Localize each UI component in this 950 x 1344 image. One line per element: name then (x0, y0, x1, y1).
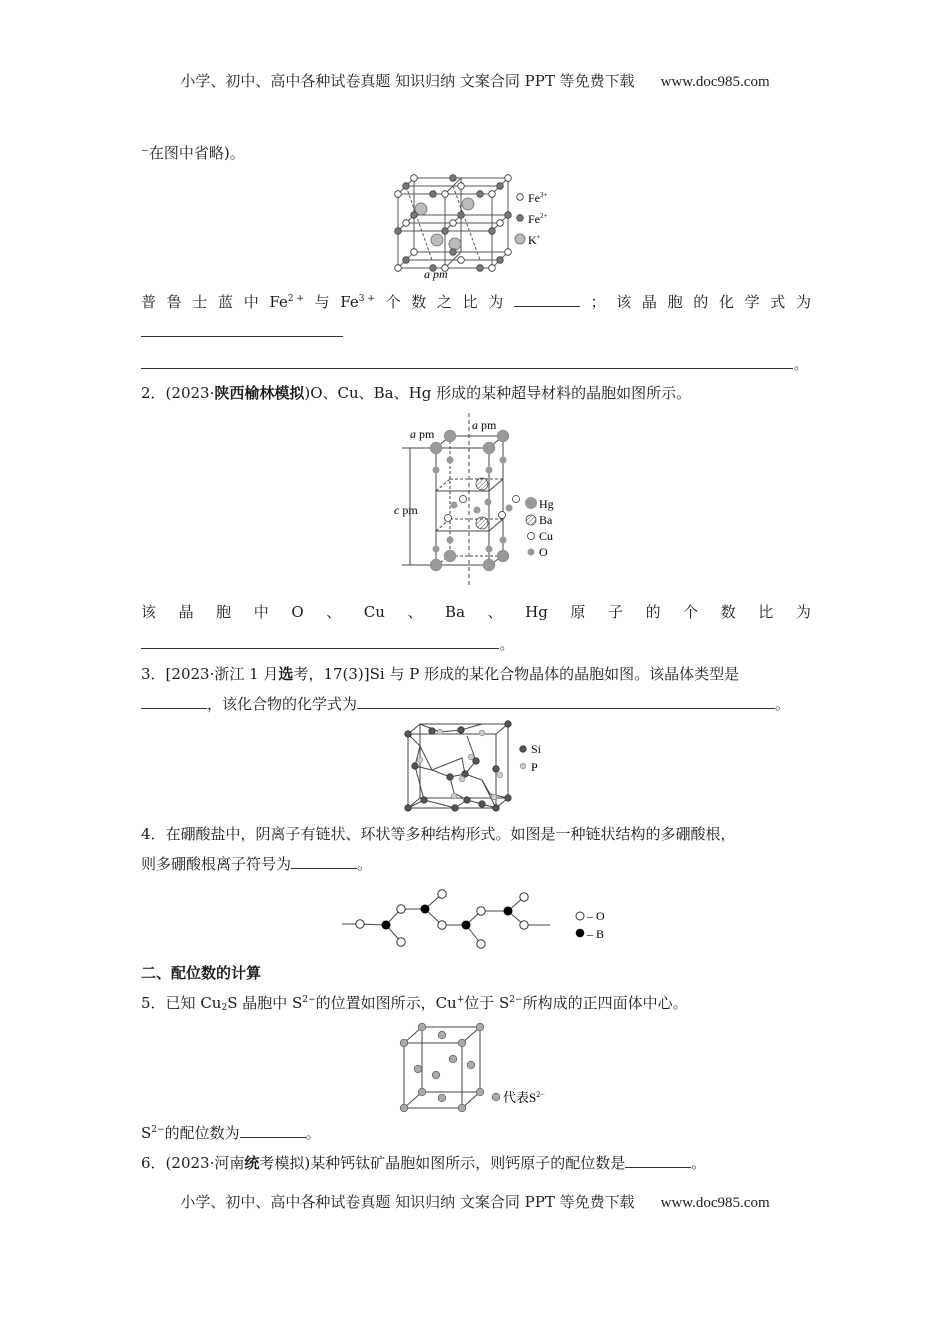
q5-coordination-blank[interactable] (240, 1123, 306, 1138)
q6-coordination-blank[interactable] (625, 1153, 691, 1168)
q2-answer-blank[interactable] (141, 648, 499, 649)
q5-answer-line: $S^{2-}$的配位数为 。 (141, 1124, 321, 1142)
cu2s-figure (398, 1022, 568, 1112)
q6-stem: 6．(2023·河南统考模拟)某种钙钛矿晶胞如图所示，则钙原子的配位数是 。 (141, 1154, 707, 1172)
footer-text: 小学、初中、高中各种试卷真题 知识归纳 文案合同 PPT 等免费下载 (180, 1193, 635, 1211)
q5-stem: 5．已知 $Cu_2S$ 晶胞中 $S^{2-}$的位置如图所示，Cu+位于 $S^{2-}$所构成的正四面体中心。 (141, 994, 688, 1013)
legend-o: O (539, 545, 548, 559)
intro-continuation: ⁻在图中省略)。 (141, 144, 245, 162)
q1-formula-blank-1[interactable] (141, 336, 343, 337)
section-title: 二、配位数的计算 (141, 964, 262, 982)
legend-si: Si (531, 742, 542, 756)
header-text: 小学、初中、高中各种试卷真题 知识归纳 文案合同 PPT 等免费下载 (180, 72, 635, 90)
si-p-figure (402, 720, 552, 812)
q3-formula-blank[interactable] (357, 694, 775, 709)
page-footer (0, 1191, 950, 1212)
q4-line1: 4．在硼酸盐中，阴离子有链状、环状等多种结构形式。如图是一种链状结构的多硼酸根， (141, 825, 736, 843)
label-a-top: a pm (472, 418, 497, 432)
legend-fe2: $Fe^{2+}$ (528, 212, 548, 226)
legend-fe3: $Fe^{3+}$ (528, 191, 548, 205)
q1-ratio-blank[interactable] (514, 292, 580, 307)
q4-line2: 则多硼酸根离子符号为 。 (141, 855, 373, 873)
q3-stem: 3．[2023·浙江 1 月选考，17(3)]Si 与 P 形成的某化合物晶体的晶胞如图。该晶体类型是 (141, 665, 740, 683)
legend-ba: Ba (539, 513, 553, 527)
q2-end: 。 (500, 638, 514, 653)
label-c: c pm (394, 503, 418, 517)
legend-cu: Cu (539, 529, 554, 543)
axis-label-a: a pm (424, 267, 448, 281)
q2-stem: 2．(2023·陕西榆林模拟)O、Cu、Ba、Hg 形成的某种超导材料的晶胞如图所示。 (141, 384, 692, 402)
q3-crystal-type-blank[interactable] (141, 694, 207, 709)
label-a-left: a pm (410, 427, 435, 441)
q2-question: 该 晶 胞 中 O 、 Cu 、 Ba 、 Hg 原 子 的 个 数 比 为 (141, 603, 811, 621)
q4-ion-blank[interactable] (291, 854, 357, 869)
polyborate-chain-figure (340, 888, 620, 953)
legend-b-atom: – B (587, 927, 605, 941)
legend-o-atom: – O (587, 909, 605, 923)
q1-end: 。 (794, 358, 808, 373)
q3-line2: ，该化合物的化学式为 。 (141, 694, 790, 714)
q1-line1: 普 鲁 士 蓝 中 $Fe^{2 +}$ 与 $Fe^{3 +}$ 个 数 之 比 为 ； 该 晶 胞 的 化 学 式 为 (141, 293, 811, 311)
legend-k: K+ (528, 233, 541, 247)
prussian-blue-figure (392, 172, 572, 282)
superconductor-figure (392, 413, 572, 588)
header-url[interactable]: www.doc985.com (660, 74, 770, 90)
legend-s2: 代表$S^{2-}$ (503, 1090, 545, 1105)
page-header (0, 70, 950, 91)
legend-hg: Hg (539, 497, 554, 511)
footer-url[interactable]: www.doc985.com (660, 1195, 770, 1211)
q1-formula-blank-2[interactable] (141, 368, 793, 369)
legend-p: P (531, 760, 538, 774)
